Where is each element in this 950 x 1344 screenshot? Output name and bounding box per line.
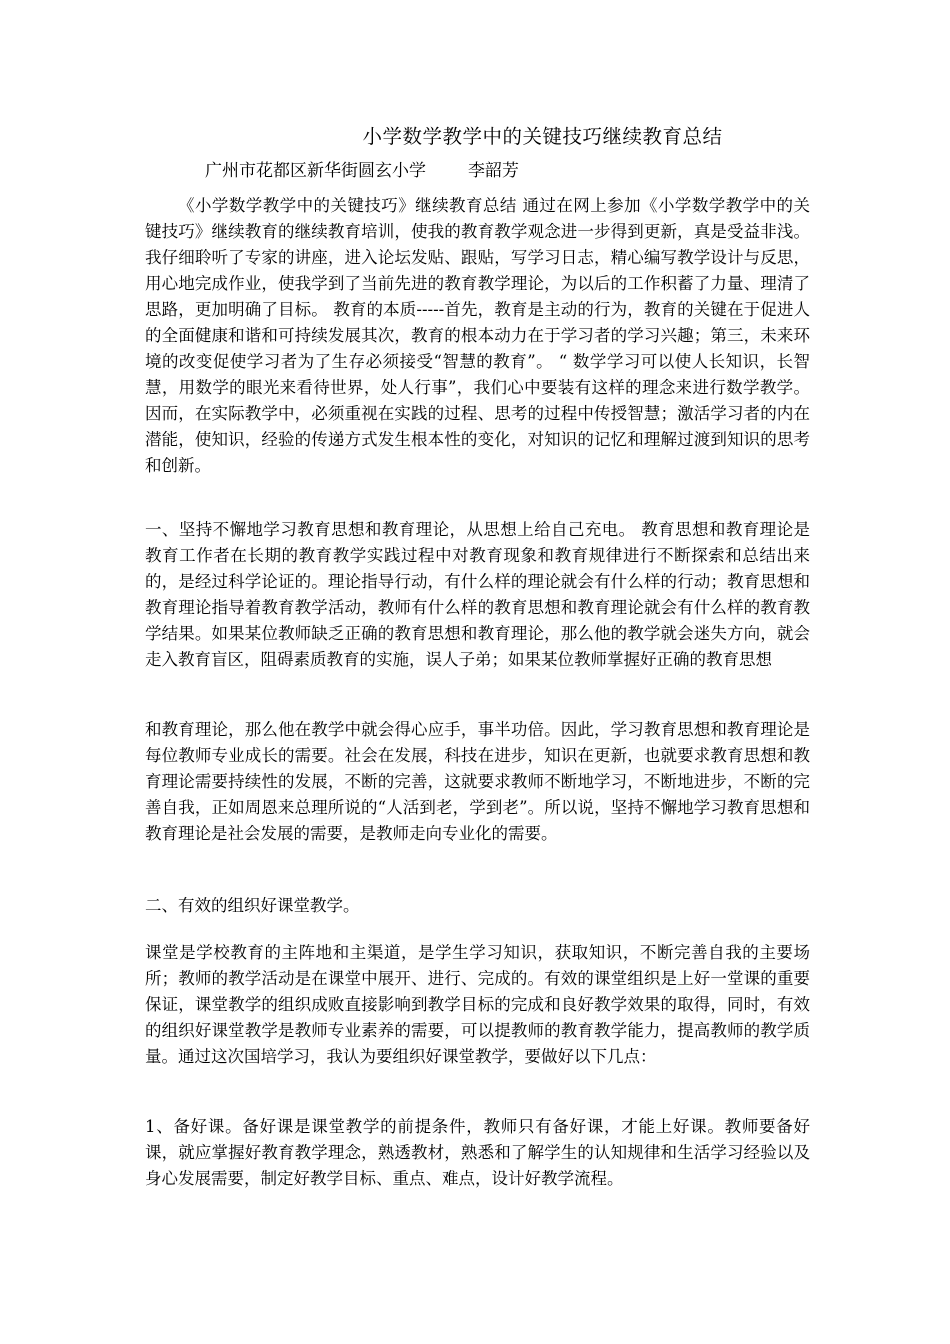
paragraph-section-one: 一、坚持不懈地学习教育思想和教育理论，从思想上给自己充电。 教育思想和教育理论是教育工作者在长期的教育教学实践过程中对教育现象和教育规律进行不断探索和总结出来的，是经过科学论证的。理论指导行动，有什么样的理论就会有什么样的行动；教育思想和教育理论指导着教育教学活动，教师有什么样的教育思想和教育理论就会有什么样的教育教学结果。如果某位教师缺乏正确的教育思想和教育理论，那么他的教学就会迷失方向，就会走入教育盲区，阻碍素质教育的实施，误人子弟；如果某位教师掌握好正确的教育思想 <box>145 520 810 669</box>
byline-author: 李韶芳 <box>468 161 519 181</box>
byline <box>205 158 519 184</box>
paragraph-classroom: 课堂是学校教育的主阵地和主渠道，是学生学习知识，获取知识，不断完善自我的主要场所；教师的教学活动是在课堂中展开、进行、完成的。有效的课堂组织是上好一堂课的重要保证，课堂教学的组织成败直接影响到教学目标的完成和良好教学效果的取得，同时，有效的组织好课堂教学是教师专业素养的需要，可以提教师的教育教学能力，提高教师的教学质量。通过这次国培学习，我认为要组织好课堂教学，要做好以下几点： <box>145 943 810 1066</box>
document-title: 小学数学教学中的关键技巧继续教育总结 <box>362 125 723 148</box>
paragraph-intro: 《小学数学教学中的关键技巧》继续教育总结 通过在网上参加《小学数学教学中的关键技巧》继续教育的继续教育培训，使我的教育教学观念进一步得到更新，真是受益非浅。我仔细聆听了专家的讲座，进入论坛发贴、跟贴，写学习日志，精心编写教学设计与反思，用心地完成作业，使我学到了当前先进的教育教学理论，为以后的工作积蓄了力量、理清了思路，更加明确了目标。 教育的本质-----首先，教育是主动的行为，教育的关键在于促进人的全面健康和谐和可持续发展其次，教育的根本动力在于学习者的学习兴趣；第三，未来环境的改变促使学习者为了生存必须接受“智慧的教育”。 “ 数学学习可以使人长知识，长智慧，用数学的眼光来看待世界，处人行事”，我们心中要装有这样的理念来进行数学教学。因而，在实际教学中，必须重视在实践的过程、思考的过程中传授智慧；激活学习者的内在潜能，使知识，经验的传递方式发生根本性的变化，对知识的记忆和理解过渡到知识的思考和创新。 <box>145 196 810 475</box>
paragraph-prepare-lessons: 1、备好课。备好课是课堂教学的前提条件，教师只有备好课，才能上好课。教师要备好课，就应掌握好教育教学理念，熟透教材，熟悉和了解学生的认知规律和生活学习经验以及身心发展需要，制定好教学目标、重点、难点，设计好教学流程。 <box>145 1117 810 1188</box>
byline-school: 广州市花都区新华街圆玄小学 <box>205 161 426 181</box>
paragraph-section-one-continued: 和教育理论，那么他在教学中就会得心应手，事半功倍。因此，学习教育思想和教育理论是每位教师专业成长的需要。社会在发展，科技在进步，知识在更新，也就要求教育思想和教育理论需要持续性的发展，不断的完善，这就要求教师不断地学习，不断地进步，不断的完善自我，正如周恩来总理所说的“人活到老，学到老”。所以说，坚持不懈地学习教育思想和教育理论是社会发展的需要，是教师走向专业化的需要。 <box>145 720 810 843</box>
section-two-heading: 二、有效的组织好课堂教学。 <box>145 896 360 915</box>
